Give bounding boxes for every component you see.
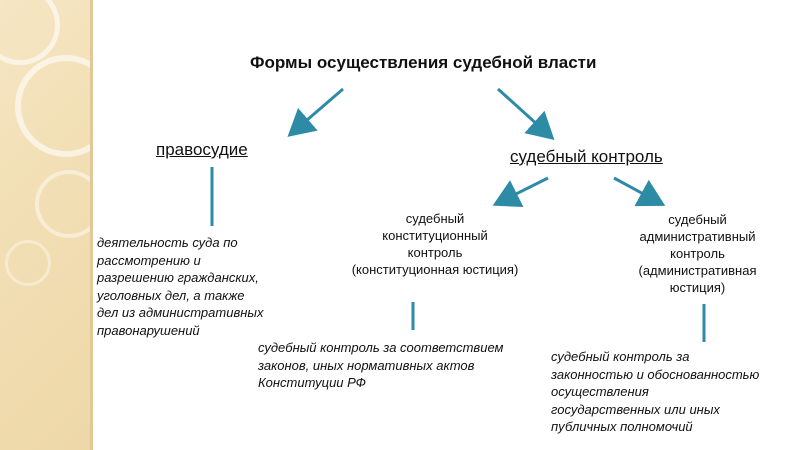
- subtype-constitutional: судебный конституционный контроль (конституционная юстиция): [351, 211, 519, 277]
- description-administrative: судебный контроль за законностью и обоснованностью осуществления государственных или иных публичных полномочий: [551, 349, 760, 434]
- diagram-title: Формы осуществления судебной власти: [250, 53, 597, 72]
- branch-pravosudie: правосудие: [156, 140, 248, 159]
- arrow-to-pravosudie: [292, 89, 343, 133]
- description-constitutional: судебный контроль за соответствием законов, иных нормативных актов Конституции РФ: [258, 340, 504, 390]
- arrow-to-administrative: [614, 178, 660, 203]
- description-justice: деятельность суда по рассмотрению и разрешению гражданских, уголовных дел, а также дел из административных правонарушений: [97, 235, 264, 338]
- subtype-administrative: судебный административный контроль (административная юстиция): [638, 212, 757, 295]
- arrow-to-constitutional: [498, 178, 548, 203]
- branch-sudebny-kontrol: судебный контроль: [510, 147, 663, 166]
- arrow-to-sudebny-kontrol: [498, 89, 550, 136]
